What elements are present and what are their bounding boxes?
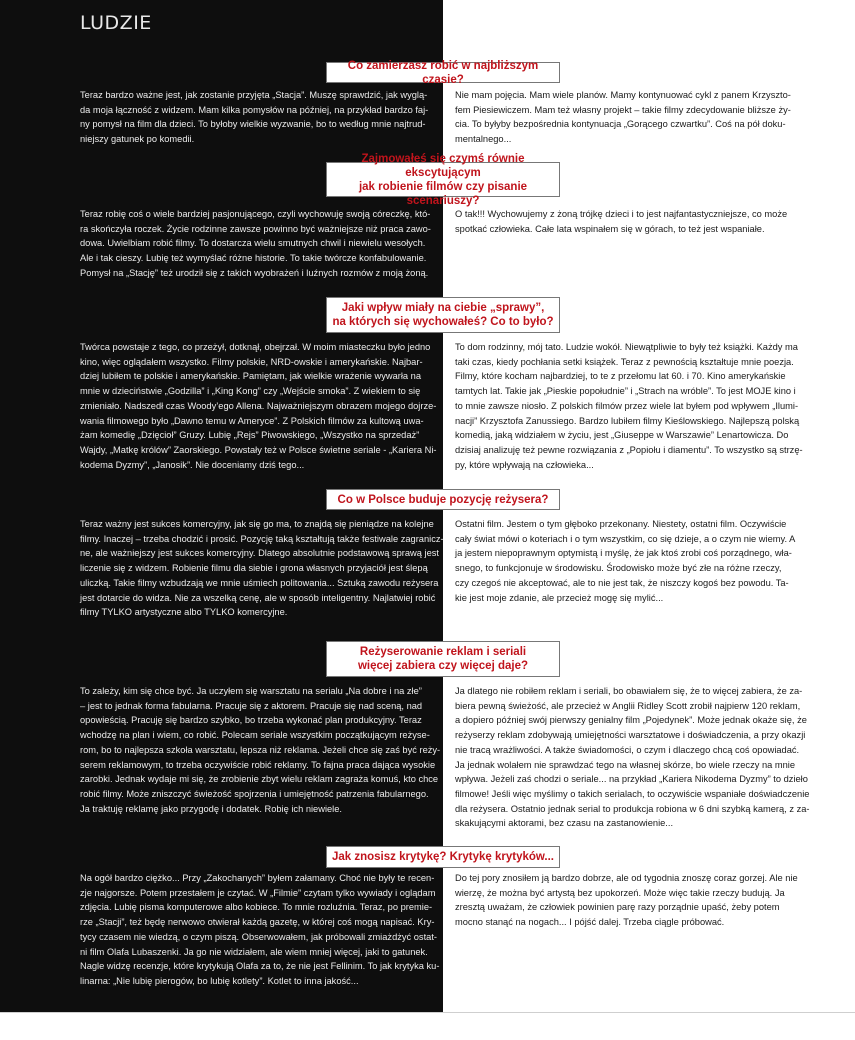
text-line: dzisiaj analizuję też pewne rozwiązania z „Popiołu i diamentu”. To wszystko są strzę- — [455, 444, 803, 455]
text-line: py, które wpływają na człowieka... — [455, 459, 594, 470]
text-line: Twórca powstaje z tego, co przeżył, dotknął, obejrzał. W moim miasteczku było jedno — [80, 342, 431, 352]
text-line: Ja jednak wolałem nie sprawdzać tego na własnej skórze, bo wiele rzeczy na mnie — [455, 759, 796, 770]
text-line: filmy. Inaczej – trzeba chodzić i prosić. Pozycję taką kształtują także festiwale zagranicz- — [80, 533, 444, 544]
text-line: opowieścią. Pracuję się bardzo szybko, bo trzeba wykonać plan produkcyjny. Teraz — [80, 715, 422, 726]
question-1-line-1: Co zamierzasz robić w najbliższym czasie? — [347, 59, 539, 86]
text-line: filmy TYLKO artystyczne albo TYLKO komercyjne. — [80, 607, 288, 618]
question-4-line-1: Co w Polsce buduje pozycję reżysera? — [337, 493, 549, 506]
answer-2-right — [455, 207, 793, 236]
text-line: liczenie się z widzem. Robienie filmu dla siebie i grona własnych przyjaciół jest ślepą — [80, 563, 428, 574]
text-line: ni film Olafa Lubaszenki. Ja go nie widziałem, ale wiem mniej więcej, jaki to gatunek. — [80, 946, 428, 957]
question-box-1 — [326, 59, 560, 86]
question-box-3 — [326, 297, 560, 333]
text-line: a dopiero później swój pierwszy genialny film „Pojedynek”. Może jednak okaże się, że — [455, 715, 807, 726]
text-line: ny pomysł na film dla dzieci. To byłoby wielkie wyzwanie, bo to według mnie najtrud- — [80, 119, 426, 130]
text-line: serem reklamowym, to trzeba oczywiście robić reklamy. To fajna praca dająca wysokie — [80, 759, 436, 770]
answer-5-right — [455, 684, 810, 831]
text-line: reżyserzy reklam zdobywają umiejętności warsztatowe i doświadczenia, a przy okazji — [455, 730, 806, 741]
text-line: cia. To byłyby bezpośrednia kontynuacja „Gorącego czwartku”. Coś na pół doku- — [455, 119, 786, 130]
text-line: zmieniało. Nadszedł czas Woody’ego Allena. Najważniejszym obrazem mojego dojrze- — [80, 400, 437, 411]
text-line: kie jest moje zdanie, ale przecież mogę się mylić... — [455, 592, 664, 603]
answer-3-left — [80, 340, 437, 472]
text-line: Nie mam pojęcia. Mam wiele planów. Mamy kontynuować cykl z panem Krzyszto- — [455, 90, 791, 100]
question-3-line-1: Jaki wpływ miały na ciebie „sprawy”, — [341, 302, 545, 314]
text-line: fem Piesiewiczem. Mam też własny projekt – takie filmy zdecydowanie bliższe ży- — [455, 104, 791, 115]
text-line: dla reżysera. Ostatnio jednak serial to produkcja robiona w 6 dni szybką kamerą, z za- — [455, 803, 810, 814]
text-line: taki czas, kiedy pochłania setki książek. Teraz z pewnością kształtuje mnie poezja. — [455, 356, 794, 367]
text-line: żam komedię „Dzięcioł” Gruzy. Lubię „Rejs” Piwowskiego, „Wszystko na sprzedaż” — [80, 430, 420, 441]
text-line: Na ogół bardzo ciężko... Przy „Zakochanych” byłem załamany. Choć nie były te recen- — [80, 873, 435, 883]
text-line: zresztą uważam, że człowiek powinien parę razy porządnie upaść, żeby potem — [455, 902, 780, 913]
text-line: kino, więc oglądałem wszystko. Filmy polskie, NRD-owskie i amerykańskie. Najbar- — [80, 356, 423, 367]
text-line: filmowe! Jeśli więc myślimy o takich serialach, to oczywiście wspaniałe doświadczenie — [455, 788, 810, 799]
text-line: niejszy gatunek po komedii. — [80, 134, 195, 145]
question-6-line-1: Jak znosisz krytykę? Krytykę krytyków... — [331, 851, 555, 863]
text-line: tamtych lat. Takie jak „Pieskie popołudnie” i „Strach na wróble”. To jest MOJE kino i — [455, 386, 796, 397]
text-line: dowa. Uwielbiam robić filmy. To dostarcza wielu smutnych chwil i niewielu wesołych. — [80, 238, 426, 249]
text-line: biera pewną świeżość, ale przecież w Anglii Ridley Scott zrobił najpierw 120 reklam, — [455, 700, 801, 711]
text-line: Pomysł na „Stację” też urodził się z takich wyobrażeń i luźnych rozmów z moją żoną. — [80, 267, 429, 278]
text-line: rom, bo to najlepsza szkoła warsztatu, lepsza niż reklama. Jeżeli chce się zaś być reży- — [80, 744, 441, 755]
text-line: robić filmy. Może zniszczyć świeżość spojrzenia i umiejętność patrzenia fabularnego. — [80, 788, 429, 799]
text-line: ja jestem niepoprawnym optymistą i myślę, że jak ktoś zrobi coś porządnego, wła- — [455, 548, 792, 559]
question-box-4 — [326, 489, 560, 510]
answer-1-left — [80, 88, 432, 147]
text-line: nacji” Krzysztofa Zanussiego. Bardzo lubiłem filmy Kieślowskiego. Najlepszą polską — [455, 415, 800, 426]
text-line: da moja łączność z widzem. Mam kilka pomysłów na później, na przykład bardzo faj- — [80, 104, 429, 115]
text-line: rze „Stacji”, też będę nerwowo otwierał każdą gazetę, w której coś mogą napisać. Kry- — [80, 917, 435, 928]
text-line: Teraz robię coś o wiele bardziej pasjonującego, czyli wychowuję swoją córeczkę, któ- — [80, 209, 431, 219]
text-line: Ja dlatego nie robiłem reklam i seriali, bo obawiałem się, że to więcej zabiera, że za- — [455, 686, 803, 696]
text-line: To zależy, kim się chce być. Ja uczyłem się warsztatu na serialu „Na dobre i na złe” — [80, 686, 422, 696]
text-line: Nagle widzę recenzje, które krytykują Olafa za to, że nie jest Fellinim. To jak krytyka ku- — [80, 961, 440, 972]
question-2-line-1: Zajmowałeś się czymś równie ekscytującym — [361, 152, 525, 179]
question-2-line-2: jak robienie filmów czy pisanie scenariuszy? — [358, 180, 528, 207]
text-line: Ostatni film. Jestem o tym głęboko przekonany. Niestety, ostatni film. Oczywiście — [455, 519, 787, 529]
text-line: mnie w dzieciństwie „Godzilla” i „King Kong” czy „Wejście smoka”. Z wiekiem to się — [80, 386, 421, 397]
answer-2-left — [80, 207, 432, 281]
text-line: Teraz ważny jest sukces komercyjny, jak się go ma, to znajdą się pieniądze na kolejne — [80, 519, 434, 529]
text-line: dziej lubiłem te polskie i amerykańskie. Pamiętam, jak wielkie wrażenie wywarła na — [80, 371, 422, 382]
text-line: nie tracą wrażliwości. A także świadomości, o czym i dlaczego chcą coś opowiadać. — [455, 744, 800, 755]
answer-3-right — [455, 340, 803, 472]
text-line: uliczką. Takie filmy wzbudzają we mnie uśmiech politowania... Sztuką zawodu reżysera — [80, 577, 439, 588]
text-line: mocno stanąć na nogach... I pójść dalej. Trzeba ciągle próbować. — [455, 917, 725, 928]
text-line: Teraz bardzo ważne jest, jak zostanie przyjęta „Stacja”. Muszę sprawdzić, jak wyglą- — [80, 90, 428, 100]
text-line: wpływa. Jeżeli zaś chodzi o seriale... na przykład „Kariera Nikodema Dyzmy” to dzieło — [455, 774, 808, 785]
text-line: zdjęcia. Lubię pisma komputerowe albo kobiece. To mnie rozluźnia. Teraz, po premie- — [80, 902, 433, 913]
question-5-line-2: więcej zabiera czy więcej daje? — [357, 660, 529, 672]
answer-6-left — [80, 871, 440, 989]
text-line: wierzę, że można być artystą bez upokorzeń. Może więc takie rzeczy budują. Ja — [455, 887, 785, 898]
answer-4-left — [80, 517, 444, 620]
text-line: Filmy, które kocham najbardziej, to te z przełomu lat 60. i 70. Kino amerykańskie — [455, 371, 786, 382]
answer-1-right — [455, 88, 793, 147]
text-line: To dom rodzinny, mój tato. Ludzie wokół. Niewątpliwie to były też książki. Każdy ma — [455, 342, 798, 352]
text-line: – jest to jednak forma fabularna. Pracuje się z aktorem. Pracuje się nad sceną, nad — [80, 700, 423, 711]
text-line: wania filmowego było „Dawno temu w Ameryce”. Z Polskich filmów za kultową uwa- — [80, 415, 424, 426]
text-line: linarna: „Nie lubię pierogów, bo lubię kotlety”. Kotlet to inna jakość... — [80, 975, 359, 986]
text-line: czy czegoś nie akceptować, ale to nie jest tak, że niszczy kogoś bez powodu. Ta- — [455, 577, 789, 588]
answer-6-right — [455, 871, 798, 930]
text-line: Do tej pory znosiłem ją bardzo dobrze, ale od tygodnia znoszę coraz gorzej. Ale nie — [455, 873, 798, 883]
section-title: LUDZIE — [80, 12, 152, 34]
answer-5-left — [80, 684, 441, 816]
text-line: Ja traktuję reklamę jako przygodę i dodatek. Robię ich niewiele. — [80, 803, 343, 814]
question-5-line-1: Reżyserowanie reklam i seriali — [359, 646, 527, 658]
question-box-6 — [326, 846, 560, 868]
text-line: kodema Dyzmy”, „Janosik”. Nie doceniamy dziś tego... — [80, 459, 305, 470]
text-line: zje najgorsze. Potem przestałem je czytać. W „Filmie” czytam tylko wywiady i oglądam — [80, 887, 436, 898]
text-line: cały świat mówi o koteriach i o tym wszystkim, co się dzieje, a o czym nie wiemy. A — [455, 533, 796, 544]
text-line: tycy czasem nie wiedzą, o czym piszą. Obserwowałem, jak próbowali zmiażdżyć ostat- — [80, 931, 438, 942]
text-line: komedią, jaką widziałem w życiu, jest „Giuseppe w Warszawie” Lenartowicza. Do — [455, 430, 789, 441]
page-bottom-rule — [0, 1012, 855, 1013]
text-line: Wajdy, „Matkę królów” Zaorskiego. Powstały też w Polsce świetne seriale - „Kariera Ni- — [80, 444, 437, 455]
text-line: wchodzę na plan i wiem, co robić. Polecam seriale wszystkim początkującym reżyse- — [80, 730, 430, 741]
text-line: to mnie zawsze niosło. Z polskich filmów przez wiele lat byłem pod wpływem „Ilumi- — [455, 400, 799, 411]
question-box-5 — [326, 641, 560, 677]
text-line: ra skończyła roczek. Życie rodzinne zawsze powinno być ważniejsze niż praca zawo- — [80, 223, 431, 234]
text-line: ne, ale ważniejszy jest sukces komercyjny. Dlatego absolutnie podstawową sprawą jest — [80, 548, 439, 559]
text-line: zarobki. Jednak wydaje mi się, że zrobienie zbyt wielu reklam zagraża komuś, kto chce — [80, 774, 439, 785]
text-line: mentalnego... — [455, 134, 512, 145]
text-line: jest dotarcie do widza. Nie za wszelką cenę, ale w sposób inteligentny. Najlatwiej robić — [80, 592, 436, 603]
text-line: skakującymi aktorami, bez czasu na zastanowienie... — [455, 818, 674, 829]
text-line: O tak!!! Wychowujemy z żoną trójkę dzieci i to jest najfantastyczniejsze, co może — [455, 209, 788, 219]
answer-4-right — [455, 517, 796, 605]
text-line: spotkać człowieka. Całe lata wspinałem się w górach, to też jest wspaniałe. — [455, 223, 765, 234]
text-line: Ale i tak cieszy. Lubię też wymyślać różne historie. To takie twórcze konfabulowanie. — [80, 253, 427, 264]
question-box-2 — [326, 152, 560, 207]
text-line: snego, to funkcjonuje w środowisku. Środowisko może być złe na różne rzeczy, — [455, 563, 782, 574]
question-3-line-2: na których się wychowałeś? Co to było? — [332, 316, 554, 328]
